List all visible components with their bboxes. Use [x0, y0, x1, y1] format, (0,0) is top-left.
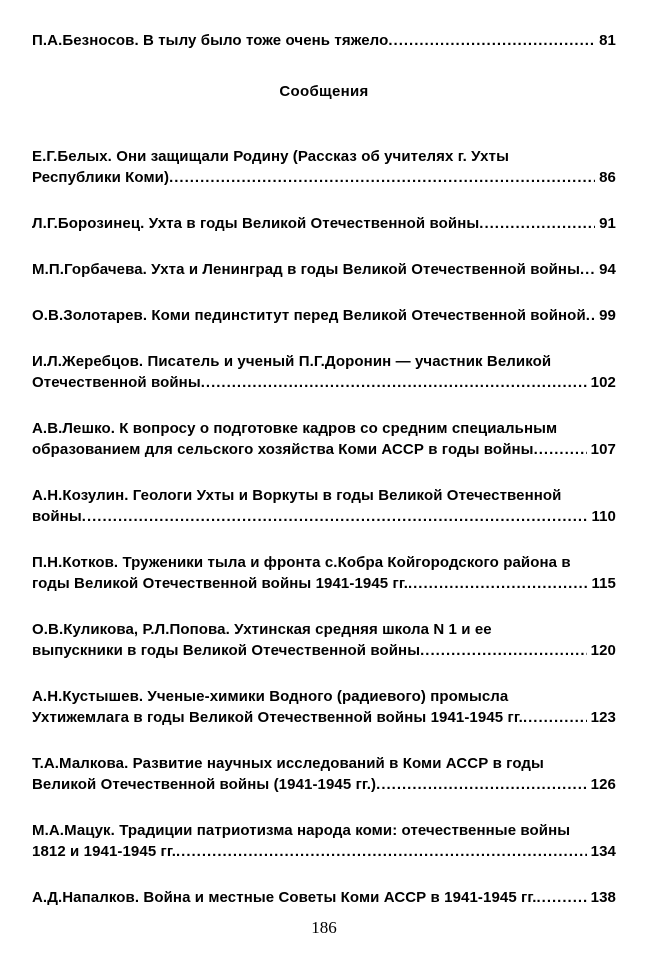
toc-entry-page: 107 — [587, 439, 616, 460]
toc-entry — [32, 686, 616, 728]
toc-entry-page: 102 — [587, 372, 616, 393]
toc-entry-page: 94 — [595, 259, 616, 280]
toc-entry-title: Т.А.Малкова. Развитие научных исследований в Коми АССР в годы Великой Отечественной войны (1941-1945 гг.) ..... — [32, 753, 587, 795]
toc-entry — [32, 418, 616, 460]
toc-entry — [32, 552, 616, 594]
toc-entry-page: 81 — [595, 30, 616, 51]
section-heading: Сообщения — [279, 83, 369, 100]
toc-entry-page: 110 — [588, 506, 617, 527]
toc-entry — [32, 146, 616, 188]
toc-entry-title: А.В.Лешко. К вопросу о подготовке кадров со средним специальным образованием для сельского хозяйства Коми АССР в годы войны ..... — [32, 418, 587, 460]
toc-entry-title: М.А.Мацук. Традиции патриотизма народа коми: отечественные войны 1812 и 1941-1945 гг. ..... — [32, 820, 587, 862]
toc-entry — [32, 485, 616, 527]
toc-entry-title: Е.Г.Белых. Они защищали Родину (Рассказ об учителях г. Ухты Республики Коми) ..... — [32, 146, 595, 188]
toc-entry-title: Л.Г.Борозинец. Ухта в годы Великой Отечественной войны ..... — [32, 213, 595, 234]
toc-entry-title: О.В.Золотарев. Коми пединститут перед Великой Отечественной войной ..... — [32, 305, 595, 326]
toc-entry-title: М.П.Горбачева. Ухта и Ленинград в годы Великой Отечественной войны ..... — [32, 259, 595, 280]
toc-entry-page: 99 — [595, 305, 616, 326]
toc-entry — [32, 213, 616, 234]
toc-entry-title: О.В.Куликова, Р.Л.Попова. Ухтинская средняя школа N 1 и ее выпускники в годы Великой Отечественной войны ..... — [32, 619, 587, 661]
toc-entry — [32, 820, 616, 862]
toc-entry — [32, 305, 616, 326]
toc-entry-title: А.Н.Козулин. Геологи Ухты и Воркуты в годы Великой Отечественной войны ..... — [32, 485, 588, 527]
toc-entry-title: А.Н.Кустышев. Ученые-химики Водного (радиевого) промысла Ухтижемлага в годы Великой Отечественной войны 1941-1945 гг. ..... — [32, 686, 587, 728]
toc-entry — [32, 259, 616, 280]
toc-entry-page: 138 — [587, 887, 616, 908]
toc-entry — [32, 351, 616, 393]
toc-entry-title: П.Н.Котков. Труженики тыла и фронта с.Кобра Койгородского района в годы Великой Отечественной войны 1941-1945 гг. ..... — [32, 552, 588, 594]
toc-entry-page: 134 — [587, 841, 616, 862]
toc-entry — [32, 619, 616, 661]
toc-entry-page: 123 — [587, 707, 616, 728]
toc-entry-page: 91 — [595, 213, 616, 234]
toc-entry-title: А.Д.Напалков. Война и местные Советы Коми АССР в 1941-1945 гг. ..... — [32, 887, 587, 908]
toc-entry-page: 86 — [595, 167, 616, 188]
page-number: 186 — [311, 918, 337, 937]
toc-entry-title: И.Л.Жеребцов. Писатель и ученый П.Г.Доронин — участник Великой Отечественной войны ..... — [32, 351, 587, 393]
toc-entry-title: П.А.Безносов. В тылу было тоже очень тяжело ..... — [32, 30, 595, 51]
toc-entry — [32, 30, 616, 51]
toc-entry — [32, 753, 616, 795]
toc-entry-page: 120 — [587, 640, 616, 661]
toc-entry — [32, 887, 616, 908]
toc-entry-page: 126 — [587, 774, 616, 795]
toc-entry-page: 115 — [588, 573, 617, 594]
